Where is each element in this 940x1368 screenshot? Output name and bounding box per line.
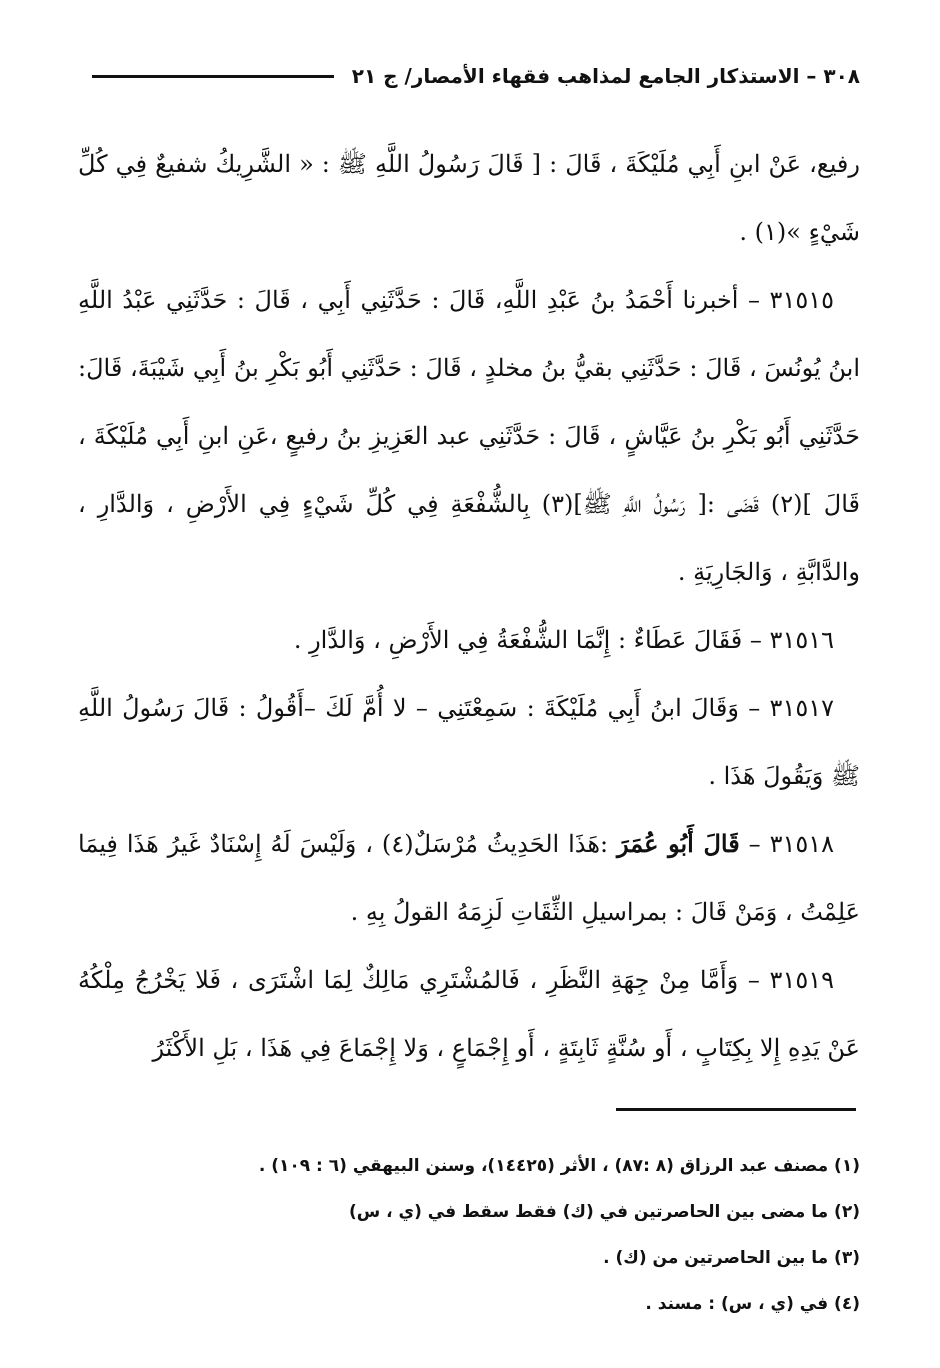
header-rule xyxy=(92,75,334,78)
footnote-1: (١) مصنف عبد الرزاق (٨ :٨٧) ، الأثر (١٤٤٢٥)، وسنن البيهقي (٦ : ١٠٩) . xyxy=(258,1156,860,1176)
page-header xyxy=(92,56,860,96)
running-header: ٣٠٨ – الاستذكار الجامع لمذاهب فقهاء الأمصار/ ج ٢١ xyxy=(351,64,860,88)
footnotes xyxy=(90,1146,860,1330)
paragraph-continuation: رفيع، عَنْ ابنِ أَبِي مُلَيْكَةَ ، قَالَ : [ قَالَ رَسُولُ اللَّهِ ﷺ : « الشَّرِيكُ شفيعٌ فِي كُلِّ شَيْءٍ »(١) . xyxy=(78,150,860,246)
paragraph-text: :هَذَا الحَدِيثُ مُرْسَلٌ(٤) ، وَلَيْسَ لَهُ إِسْنَادٌ غَيرُ هَذَا فِيمَا عَلِمْتُ ، وَمَنْ قَالَ : بمراسيلِ الثِّقَاتِ لَزِمَهُ القولُ بِهِ . xyxy=(78,830,860,926)
footnote-2: (٢) ما مضى بين الحاصرتين في (ك) فقط سقط في (ي ، س) xyxy=(349,1202,860,1222)
paragraph-31515: ٣١٥١٥ – أخبرنا أَحْمَدُ بنُ عَبْدِ اللَّهِ، قَالَ : حَدَّثَنِي أَبِي ، قَالَ : حَدَّثَنِي عَبْدُ اللَّهِ ابنُ يُونُسَ ، قَالَ : حَدَّثَنِي بقيُّ بنُ مخلدٍ ، قَالَ : حَدَّثَنِي أَبُو بَكْرِ بنُ أَبِي شَيْبَةَ، قَالَ: حَدَّثَنِي أَبُو بَكْرِ بنُ عَيَّاشٍ ، قَالَ : حَدَّثَنِي عبد العَزِيزِ بنُ رفيعٍ ،عَنِ ابنِ أَبِي مُلَيْكَةَ ، قَالَ ](٢) قَضَى :[ رَسُولُ اللَّهِ ﷺ](٣) بِالشُّفْعَةِ فِي كُلِّ شَيْءٍ فِي الأَرْضِ ، وَالدَّارِ ، والدَّابَّةِ ، وَالجَارِيَةِ . xyxy=(78,286,860,586)
paragraph-31518 xyxy=(78,810,860,946)
paragraph-31519: ٣١٥١٩ – وَأَمَّا مِنْ جِهَةِ النَّظَرِ ، فَالمُشْتَرِي مَالِكٌ لِمَا اشْتَرَى ، فَلا يَخْرُجُ مِلْكُهُ عَنْ يَدِهِ إِلا بِكِتَابٍ ، أَو سُنَّةٍ ثَابِتَةٍ ، أَو إِجْمَاعٍ ، وَلا إِجْمَاعَ فِي هَذَا ، بَلِ الأَكْثَرُ xyxy=(78,966,860,1062)
paragraph-number: ٣١٥١٨ – xyxy=(748,830,835,858)
main-text xyxy=(78,130,860,1082)
footnote-rule xyxy=(616,1108,856,1111)
footnote-4: (٤) في (ي ، س) : مسند . xyxy=(645,1294,860,1314)
footnote-3: (٣) ما بين الحاصرتين من (ك) . xyxy=(603,1248,860,1268)
speaker-name: قَالَ أَبُو عُمَرَ xyxy=(617,829,740,858)
paragraph-31516: ٣١٥١٦ – فَقَالَ عَطَاءٌ : إِنَّمَا الشُّفْعَةُ فِي الأَرْضِ ، وَالدَّارِ . xyxy=(293,626,834,654)
paragraph-31517: ٣١٥١٧ – وَقَالَ ابنُ أَبِي مُلَيْكَةَ : سَمِعْتَنِي – لا أُمَّ لَكَ –أَقُولُ : قَالَ رَسُولُ اللَّهِ ﷺ وَيَقُولَ هَذَا . xyxy=(78,694,860,790)
